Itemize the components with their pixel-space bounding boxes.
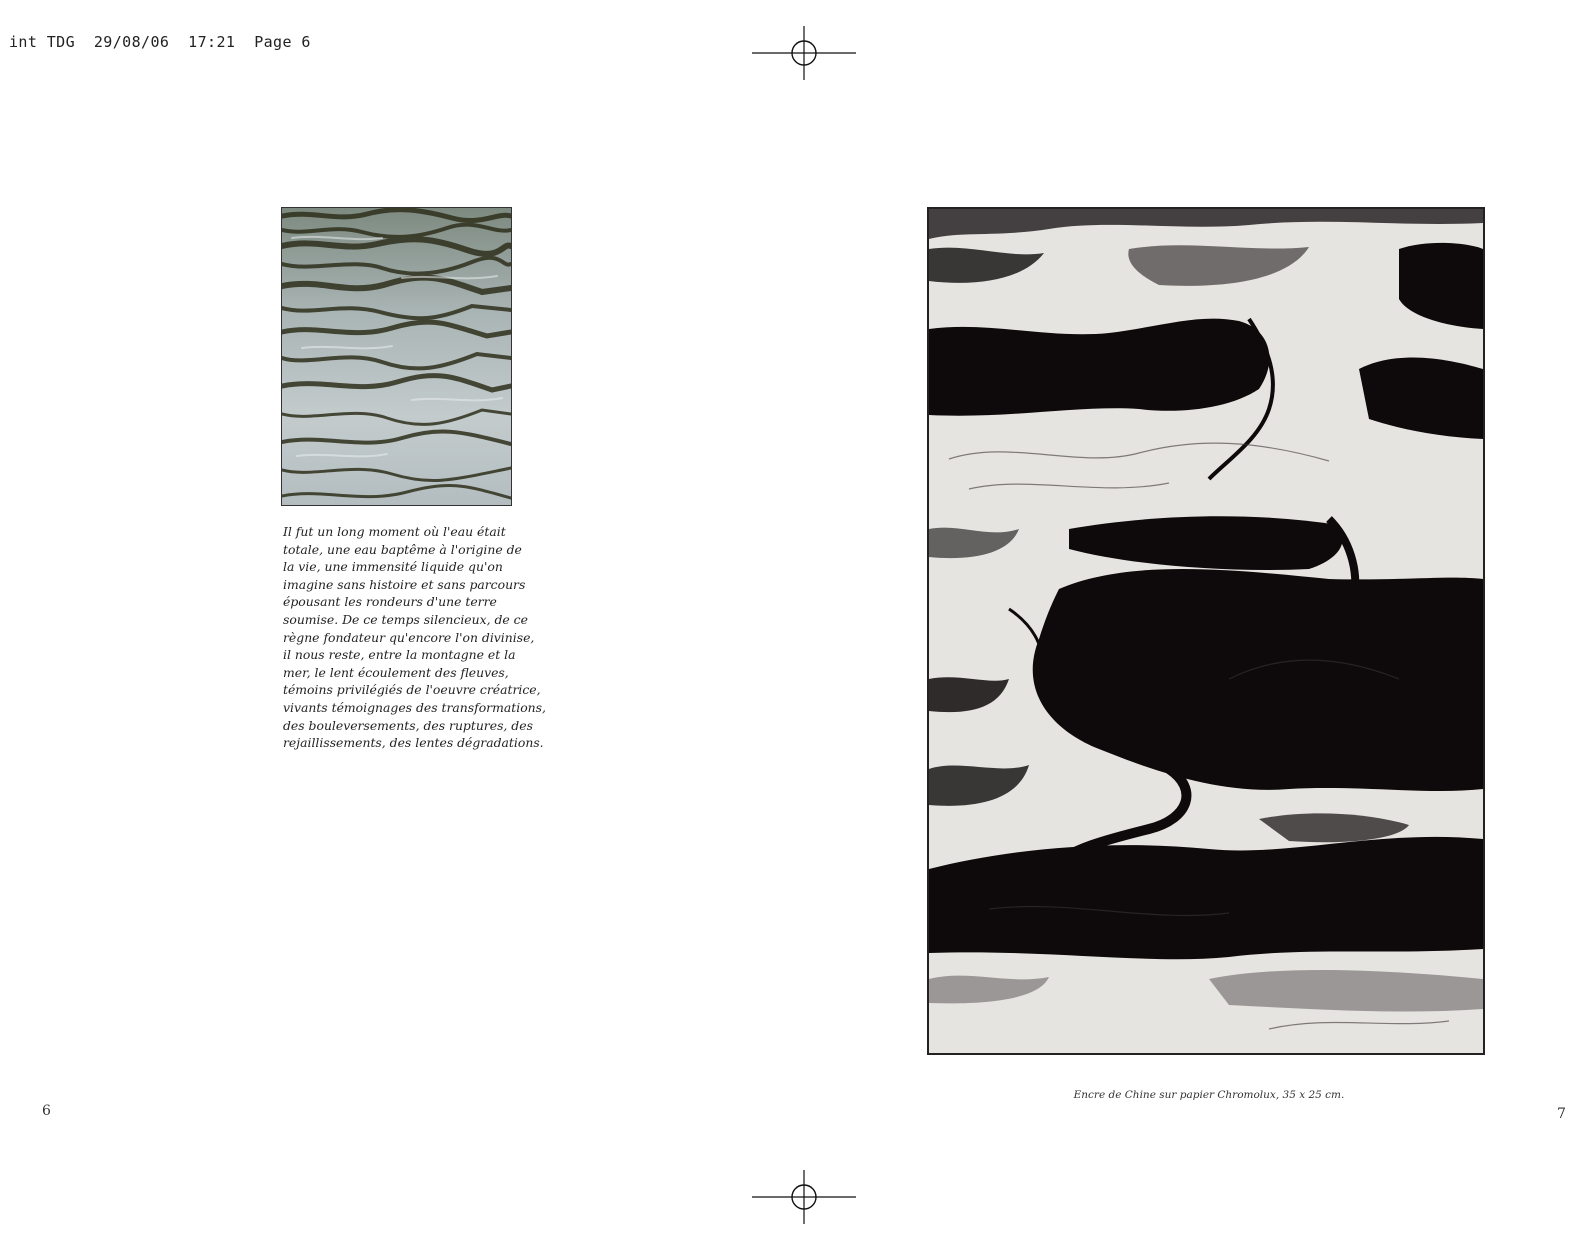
registration-mark-top-icon [752, 26, 856, 80]
text-line: totale, une eau baptême à l'origine de [283, 541, 522, 557]
text-line: témoins privilégiés de l'oeuvre créatrice, [283, 682, 541, 698]
text-line: règne fondateur qu'encore l'on divinise, [283, 629, 535, 645]
text-line: soumise. De ce temps silencieux, de ce [283, 611, 528, 627]
registration-mark-bottom-icon [752, 1170, 856, 1224]
text-line: rejaillissements, des lentes dégradations. [283, 735, 544, 751]
text-line: des bouleversements, des ruptures, des [283, 717, 533, 733]
body-text-block [283, 523, 546, 752]
text-line: épousant les rondeurs d'une terre [283, 594, 497, 610]
text-line: vivants témoignages des transformations, [283, 699, 546, 715]
artwork-caption: Encre de Chine sur papier Chromolux, 35 x 25 cm. [1073, 1089, 1345, 1101]
text-line: mer, le lent écoulement des fleuves, [283, 664, 509, 680]
water-photograph [281, 207, 512, 506]
print-slug-line: int TDG 29/08/06 17:21 Page 6 [9, 33, 311, 51]
text-line: la vie, une immensité liquide qu'on [283, 559, 503, 575]
ink-painting [927, 207, 1485, 1055]
page-number-right: 7 [1557, 1106, 1566, 1122]
text-line: Il fut un long moment où l'eau était [283, 524, 506, 539]
page-number-left: 6 [42, 1103, 51, 1119]
text-line: il nous reste, entre la montagne et la [283, 647, 516, 663]
text-line: imagine sans histoire et sans parcours [283, 576, 526, 592]
